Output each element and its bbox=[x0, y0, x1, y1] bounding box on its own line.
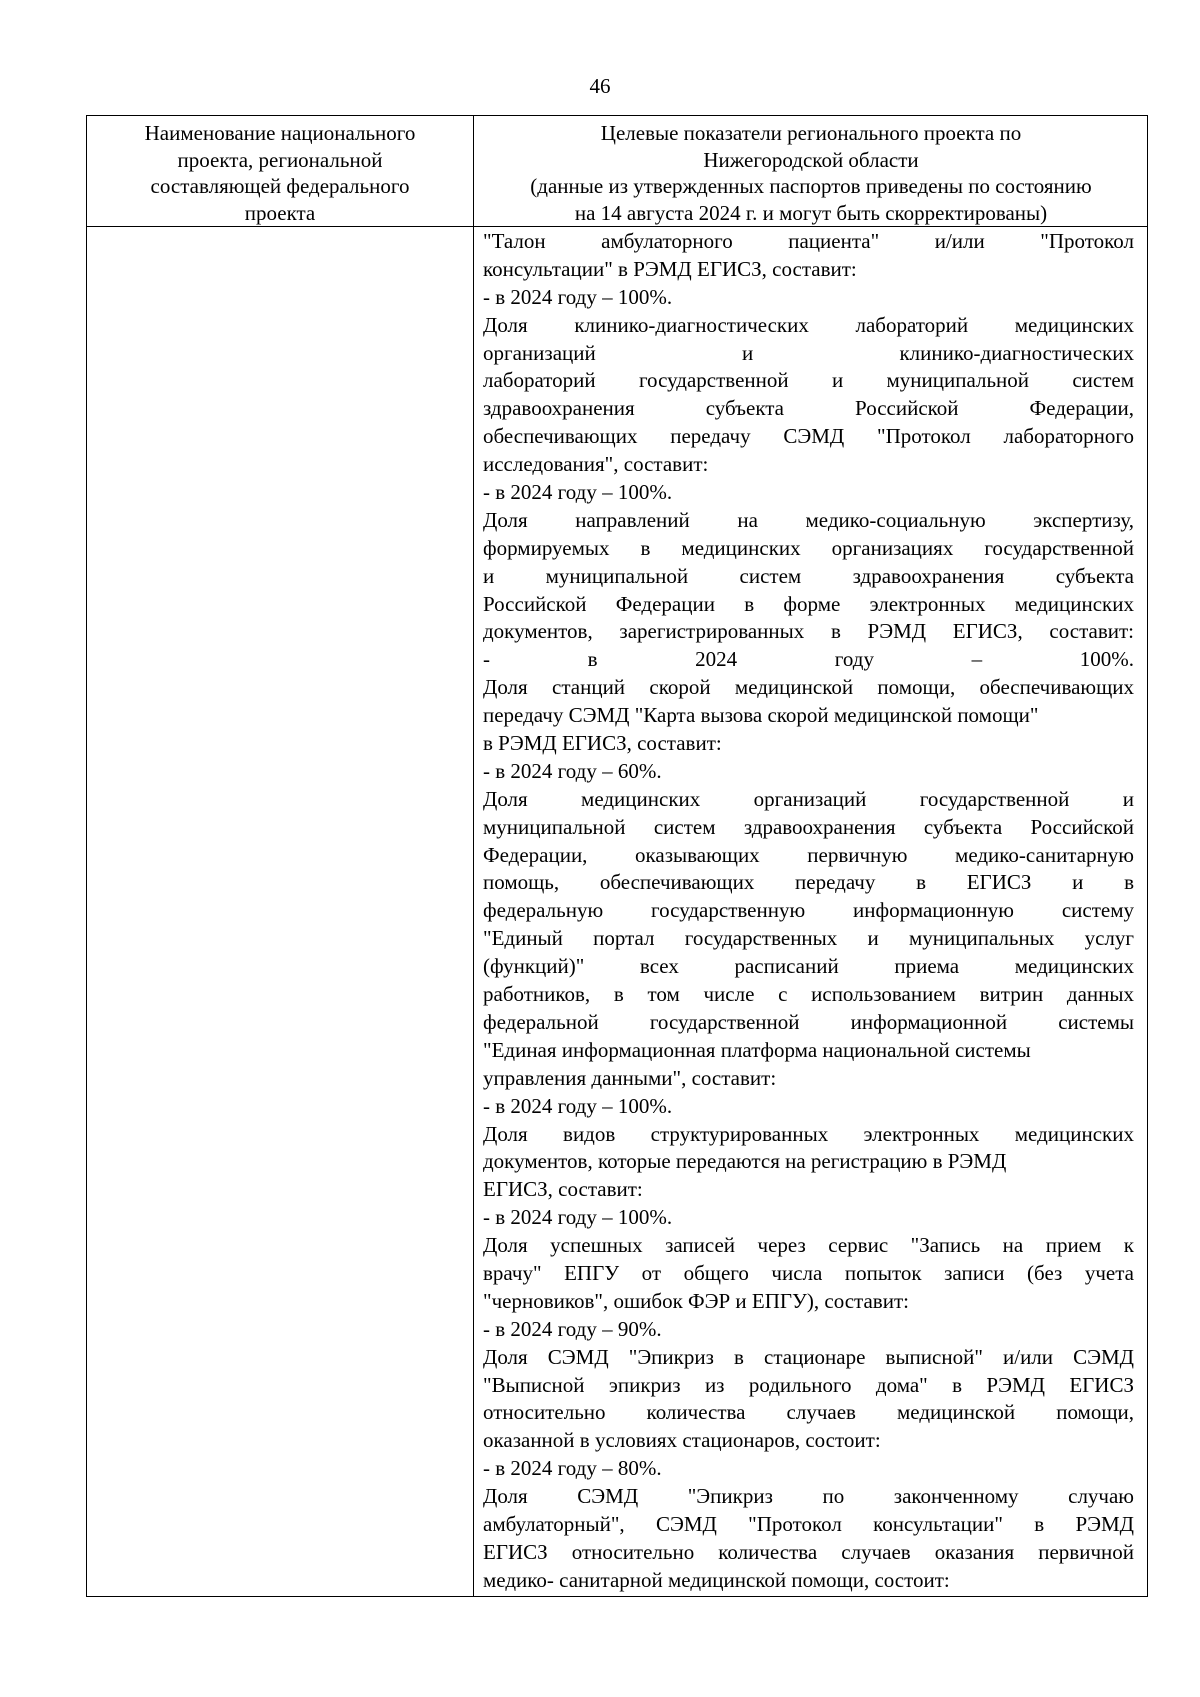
header-right-line: Нижегородской области bbox=[703, 147, 919, 172]
indicator-text-line: Доля медицинских организаций государственной и bbox=[483, 786, 1134, 811]
indicator-text-line: Доля успешных записей через сервис "Запись на прием к bbox=[483, 1233, 1134, 1258]
indicator-table bbox=[86, 115, 1148, 1597]
indicator-text-line: - в 2024 году – 60%. bbox=[483, 758, 662, 783]
indicator-text-line: документов, которые передаются на регистрацию в РЭМД bbox=[483, 1149, 1007, 1174]
indicator-text-line: консультации" в РЭМД ЕГИСЗ, составит: bbox=[483, 256, 857, 281]
indicator-text-line: Доля СЭМД "Эпикриз в стационаре выписной" и/или СЭМД bbox=[483, 1344, 1134, 1369]
indicator-text-line: - в 2024 году – 100%. bbox=[483, 284, 673, 309]
indicator-text-line: - в 2024 году – 100%. bbox=[483, 647, 1134, 672]
indicator-text-line: "черновиков", ошибок ФЭР и ЕПГУ), составит: bbox=[483, 1288, 909, 1313]
indicator-text-line: Доля СЭМД "Эпикриз по законченному случаю bbox=[483, 1484, 1134, 1509]
header-left-line: проекта bbox=[244, 200, 316, 225]
indicator-text-line: амбулаторный", СЭМД "Протокол консультации" в РЭМД bbox=[483, 1511, 1134, 1536]
indicator-text-line: Доля направлений на медико-социальную экспертизу, bbox=[483, 507, 1134, 532]
header-left-line: составляющей федерального bbox=[150, 174, 410, 198]
indicator-text-line: (функций)" всех расписаний приема медицинских bbox=[483, 954, 1134, 979]
indicator-text-line: "Единый портал государственных и муниципальных услуг bbox=[483, 926, 1134, 951]
indicator-text-line: врачу" ЕПГУ от общего числа попыток записи (без учета bbox=[483, 1260, 1134, 1285]
indicator-text-line: передачу СЭМД "Карта вызова скорой медицинской помощи" bbox=[483, 703, 1039, 728]
header-left-line: проекта, региональной bbox=[177, 147, 383, 172]
header-right-line: (данные из утвержденных паспортов приведены по состоянию bbox=[530, 174, 1092, 198]
indicator-text-line: - в 2024 году – 100%. bbox=[483, 1093, 673, 1118]
indicator-text-line: работников, в том числе с использованием витрин данных bbox=[483, 982, 1134, 1007]
indicator-text-line: "Талон амбулаторного пациента" и/или "Протокол bbox=[483, 229, 1134, 253]
header-project-name bbox=[87, 120, 473, 226]
indicator-text-line: исследования", составит: bbox=[483, 452, 709, 477]
column-divider bbox=[473, 116, 474, 1596]
indicator-text-line: организаций и клинико-диагностических bbox=[483, 340, 1134, 365]
indicators-text bbox=[483, 228, 1134, 1595]
indicator-text-line: - в 2024 году – 100%. bbox=[483, 1205, 673, 1230]
indicator-text-line: Федерации, оказывающих первичную медико-санитарную bbox=[483, 842, 1134, 867]
header-left-line: Наименование национального bbox=[144, 121, 416, 145]
header-target-indicators bbox=[475, 120, 1147, 226]
indicator-text-line: обеспечивающих передачу СЭМД "Протокол лабораторного bbox=[483, 424, 1134, 449]
indicator-text-line: "Единая информационная платформа национальной системы bbox=[483, 1037, 1031, 1062]
indicator-text-line: медико- санитарной медицинской помощи, состоит: bbox=[483, 1567, 950, 1592]
indicator-text-line: управления данными", составит: bbox=[483, 1065, 777, 1090]
header-divider bbox=[87, 226, 1147, 227]
indicator-text-line: Доля видов структурированных электронных медицинских bbox=[483, 1121, 1134, 1146]
indicator-text-line: ЕГИСЗ относительно количества случаев оказания первичной bbox=[483, 1539, 1134, 1564]
indicator-text-line: лабораторий государственной и муниципальной систем bbox=[483, 368, 1134, 393]
indicator-text-line: "Выписной эпикриз из родильного дома" в РЭМД ЕГИСЗ bbox=[483, 1372, 1134, 1397]
header-right-line: Целевые показатели регионального проекта по bbox=[600, 121, 1022, 145]
indicator-text-line: помощь, обеспечивающих передачу в ЕГИСЗ и в bbox=[483, 870, 1134, 895]
indicator-text-line: - в 2024 году – 100%. bbox=[483, 480, 673, 505]
indicator-text-line: документов, зарегистрированных в РЭМД ЕГИСЗ, составит: bbox=[483, 619, 1134, 644]
indicator-text-line: федеральную государственную информационную систему bbox=[483, 898, 1134, 923]
indicator-text-line: - в 2024 году – 90%. bbox=[483, 1316, 662, 1341]
indicator-text-line: Российской Федерации в форме электронных медицинских bbox=[483, 591, 1134, 616]
indicator-text-line: оказанной в условиях стационаров, состоит: bbox=[483, 1428, 881, 1453]
page-number: 46 bbox=[589, 74, 611, 98]
indicator-text-line: федеральной государственной информационной системы bbox=[483, 1009, 1134, 1034]
indicator-text-line: - в 2024 году – 80%. bbox=[483, 1456, 662, 1481]
indicator-text-line: Доля станций скорой медицинской помощи, обеспечивающих bbox=[483, 675, 1134, 700]
header-right-line: на 14 августа 2024 г. и могут быть скорректированы) bbox=[574, 200, 1048, 225]
indicator-text-line: относительно количества случаев медицинской помощи, bbox=[483, 1400, 1134, 1425]
indicator-text-line: формируемых в медицинских организациях государственной bbox=[483, 535, 1134, 560]
indicator-text-line: в РЭМД ЕГИСЗ, составит: bbox=[483, 731, 722, 756]
indicator-text-line: Доля клинико-диагностических лабораторий медицинских bbox=[483, 312, 1134, 337]
indicator-text-line: здравоохранения субъекта Российской Федерации, bbox=[483, 396, 1134, 421]
indicator-text-line: и муниципальной систем здравоохранения субъекта bbox=[483, 563, 1134, 588]
indicator-text-line: ЕГИСЗ, составит: bbox=[483, 1177, 643, 1202]
indicator-text-line: муниципальной систем здравоохранения субъекта Российской bbox=[483, 814, 1134, 839]
